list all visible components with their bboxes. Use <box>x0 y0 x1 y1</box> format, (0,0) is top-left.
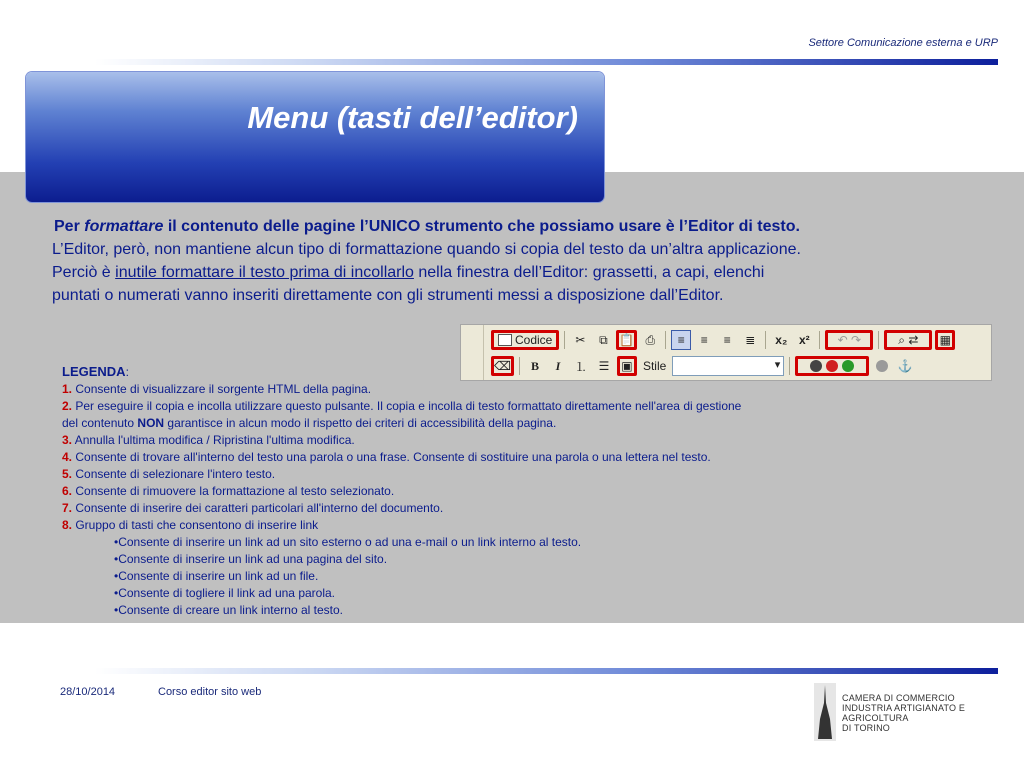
replace-icon: ⇄ <box>908 333 919 347</box>
legend-number: 7. <box>62 501 73 515</box>
find-replace-group[interactable] <box>884 330 932 350</box>
logo-line-1: CAMERA DI COMMERCIO <box>842 693 955 703</box>
intro-text <box>52 218 1002 307</box>
align-center-icon: ≡ <box>700 333 708 347</box>
intro-line-2: L’Editor, però, non mantiene alcun tipo di formattazione quando si copia del testo da un’altra applicazione. <box>52 241 801 258</box>
undo-icon: ↶ <box>837 333 848 347</box>
intro-line3-post: nella finestra dell’Editor: grassetti, a capi, elenchi <box>413 264 765 281</box>
undo-redo-group[interactable] <box>825 330 873 350</box>
print-icon: ⎙ <box>645 332 656 347</box>
legend-text: Consente di rimuovere la formattazione al testo selezionato. <box>72 484 395 498</box>
paste-icon: 📋 <box>619 333 635 347</box>
numbered-list-icon: ⒈ <box>574 359 587 374</box>
copy-icon: ⧉ <box>599 332 608 347</box>
legend-text: Consente di visualizzare il sorgente HTML della pagina. <box>72 382 372 396</box>
align-left-button[interactable] <box>671 330 691 350</box>
justify-icon: ≣ <box>745 333 756 347</box>
legend-item <box>62 483 882 500</box>
align-right-button[interactable] <box>717 330 737 350</box>
legend-text: Annulla l'ultima modifica / Ripristina l'ultima modifica. <box>72 433 355 447</box>
toolbar-row-1 <box>491 328 955 352</box>
mole-antonelliana-icon <box>814 683 836 741</box>
anchor-button[interactable] <box>895 356 915 376</box>
separator <box>819 331 820 349</box>
bottom-divider <box>95 668 998 674</box>
intro-line-1 <box>54 218 1002 236</box>
separator <box>765 331 766 349</box>
legend-text: Gruppo di tasti che consentono di inserire link <box>72 518 319 532</box>
legend-item <box>62 398 882 415</box>
paste-button[interactable] <box>616 330 637 350</box>
intro-line-4: puntati o numerati vanno inseriti direttamente con gli strumenti messi a disposizione dall’Editor. <box>52 287 724 304</box>
print-button[interactable] <box>640 330 660 350</box>
align-center-button[interactable] <box>694 330 714 350</box>
anchor-icon: ⚓ <box>897 359 913 373</box>
source-button-label: Codice <box>515 333 553 347</box>
legend-sub-item: •Consente di inserire un link ad una pagina del sito. <box>114 552 388 566</box>
subscript-button[interactable] <box>771 330 791 350</box>
justify-button[interactable] <box>740 330 760 350</box>
legend-item <box>62 449 882 466</box>
legend-title: LEGENDA <box>62 364 126 379</box>
separator <box>878 331 879 349</box>
intro-line1-post: il contenuto delle pagine l’UNICO strumento che possiamo usare è l’Editor di testo. <box>163 218 800 235</box>
legend-item <box>62 432 882 449</box>
legend-text: garantisce in alcun modo il rispetto dei criteri di accessibilità della pagina. <box>164 416 557 430</box>
chamber-logo <box>814 683 1004 741</box>
legend-number: 3. <box>62 433 73 447</box>
footer-date: 28/10/2014 <box>60 686 116 698</box>
intro-line3-underlined: inutile formattare il testo prima di incollarlo <box>115 264 414 281</box>
eraser-icon: ⌫ <box>494 359 511 373</box>
bullet-list-icon: ☰ <box>598 359 610 373</box>
cut-icon: ✂ <box>575 333 586 347</box>
legend-number: 1. <box>62 382 73 396</box>
footer-course: Corso editor sito web <box>158 686 262 698</box>
style-label: Stile <box>642 359 667 373</box>
legend-number: 4. <box>62 450 73 464</box>
superscript-icon: x² <box>798 333 810 347</box>
legend-emphasis: NON <box>137 416 165 430</box>
legend-text: Consente di selezionare l'intero testo. <box>72 467 276 481</box>
legend-text: del contenuto <box>62 416 138 430</box>
select-all-icon: ▦ <box>939 333 951 347</box>
logo-line-3: DI TORINO <box>842 723 890 733</box>
align-right-icon: ≡ <box>723 333 731 347</box>
special-char-icon: ▣ <box>621 359 633 373</box>
legend-number: 5. <box>62 467 73 481</box>
separator <box>665 331 666 349</box>
cut-button[interactable] <box>570 330 590 350</box>
align-left-icon: ≡ <box>677 333 685 347</box>
superscript-button[interactable] <box>794 330 814 350</box>
legend-item <box>62 466 882 483</box>
legend-sub-item: •Consente di inserire un link ad un sito esterno o ad una e-mail o un link interno al testo. <box>114 535 582 549</box>
logo-line-2: INDUSTRIA ARTIGIANATO E AGRICOLTURA <box>842 703 966 723</box>
intro-line1-emphasis: formattare <box>84 218 164 235</box>
legend-item <box>62 500 882 517</box>
source-icon <box>498 334 512 346</box>
separator <box>564 331 565 349</box>
bold-icon: B <box>530 358 539 373</box>
header-note: Settore Comunicazione esterna e URP <box>808 37 998 49</box>
legend-text: Per eseguire il copia e incolla utilizzare questo pulsante. Il copia e incolla di testo formattato direttamente nell'area di gestione <box>72 399 742 413</box>
legend-sub-item: •Consente di inserire un link ad un file. <box>114 569 319 583</box>
source-button[interactable] <box>491 330 559 350</box>
subscript-icon: x₂ <box>775 333 788 347</box>
intro-body <box>52 238 1002 307</box>
legend-item <box>62 381 882 398</box>
intro-line-3 <box>52 261 1002 284</box>
legend-number: 6. <box>62 484 73 498</box>
redo-icon: ↷ <box>850 333 862 347</box>
legend <box>62 363 882 619</box>
legend-text: Consente di trovare all'interno del testo una parola o una frase. Consente di sostituire una parola o una lettera nel testo. <box>72 450 711 464</box>
legend-text: Consente di inserire dei caratteri particolari all'interno del documento. <box>72 501 444 515</box>
title-box <box>26 72 604 202</box>
legend-item-continued <box>62 415 882 432</box>
italic-icon: I <box>555 358 561 373</box>
find-icon: ⌕ <box>898 332 905 347</box>
legend-number: 2. <box>62 399 73 413</box>
slide-title: Menu (tasti dell’editor) <box>247 100 578 135</box>
legend-item <box>62 517 882 534</box>
legend-title-line: LEGENDA: <box>62 364 129 379</box>
top-divider <box>95 59 998 65</box>
logo-text <box>842 693 1004 733</box>
intro-line3-pre: Perciò è <box>52 264 116 281</box>
legend-sub-item: •Consente di creare un link interno al testo. <box>114 603 343 617</box>
legend-sub-item: •Consente di togliere il link ad una parola. <box>114 586 336 600</box>
legend-number: 8. <box>62 518 73 532</box>
intro-line1-pre: Per <box>54 218 85 235</box>
select-all-button[interactable] <box>935 330 955 350</box>
copy-button[interactable] <box>593 330 613 350</box>
